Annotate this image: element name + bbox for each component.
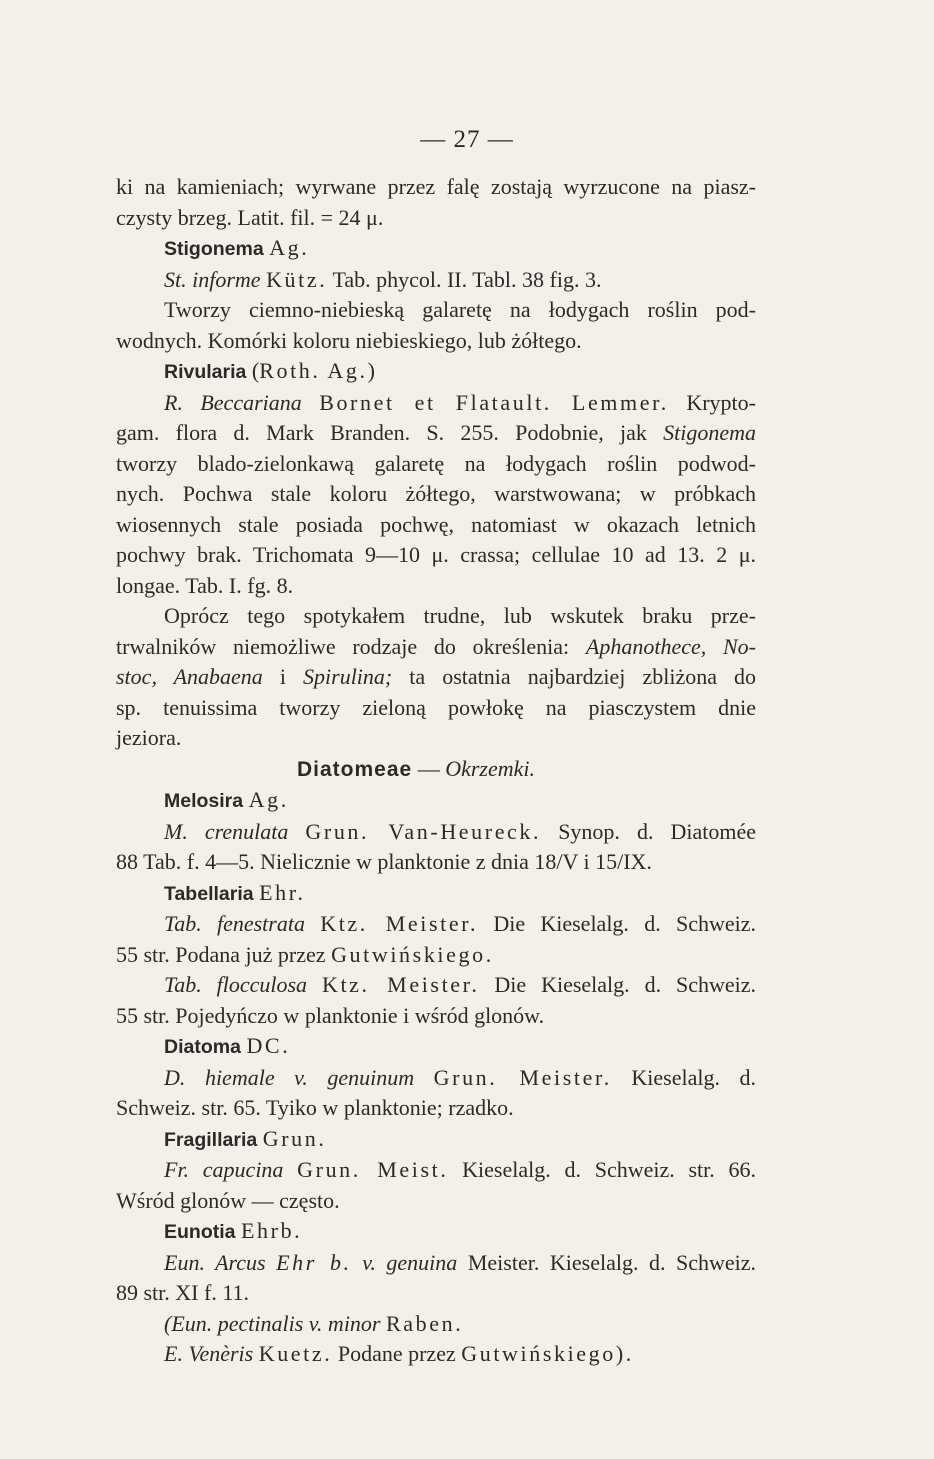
species-line: M. crenulata Grun. Van-Heureck. Synop. d. Diatomée [164,818,757,844]
genus-heading-melosira: Melosira Ag. [164,787,289,812]
text-line: trwalników niemożliwe rodzaje do określenia: Aphanothece, No- [116,633,756,659]
text-line: 88 Tab. f. 4—5. Nielicznie w planktonie z dnia 18/V i 15/IX. [116,849,652,874]
page-body [116,172,756,1370]
text-line: nych. Pochwa stale koloru żółtego, warstwowana; w próbkach [116,481,756,506]
genus-heading-eunotia: Eunotia Ehrb. [164,1218,303,1243]
section-heading-diatomeae: Diatomeae — Okrzemki. [297,755,536,781]
text-line: 55 str. Podana już przez Gutwińskiego. [116,941,494,967]
text-line: pochwy brak. Trichomata 9—10 μ. crassa; cellulae 10 ad 13. 2 μ. [116,542,756,567]
genus-heading-diatoma: Diatoma DC. [164,1033,291,1058]
text-line: Oprócz tego spotykałem trudne, lub wskutek braku prze- [164,603,756,628]
text-line: tworzy blado-zielonkawą galaretę na łodygach roślin podwod- [116,450,756,476]
text-line: Schweiz. str. 65. Tyiko w planktonie; rzadko. [116,1095,514,1120]
text-line: stoc, Anabaena i Spirulina; ta ostatnia najbardziej zbliżona do [116,664,757,689]
text-line: wodnych. Komórki koloru niebieskiego, lub żółtego. [116,327,582,353]
text-line: jeziora. [116,725,182,750]
genus-heading-rivularia: Rivularia (Roth. Ag.) [164,358,375,383]
species-line: Eun. Arcus Ehr b. v. genuina Meister. Kieselalg. d. Schweiz. [164,1249,757,1275]
text-line: Wśród glonów — często. [116,1187,340,1213]
genus-heading-fragillaria: Fragillaria Grun. [164,1125,327,1151]
species-line: R. Beccariana Bornet et Flatault. Lemmer. Krypto- [164,389,756,415]
text-line: sp. tenuissima tworzy zieloną powłokę na piasczystem dnie [116,694,756,720]
species-line: (Eun. pectinalis v. minor Raben. [164,1310,464,1336]
genus-heading-stigonema: Stigonema Ag. [164,235,310,260]
species-line: D. hiemale v. genuinum Grun. Meister. Kieselalg. d. [164,1064,757,1090]
species-line: Tab. fenestrata Ktz. Meister. Die Kieselalg. d. Schweiz. [164,911,756,936]
species-line: Tab. flocculosa Ktz. Meister. Die Kieselalg. d. Schweiz. [164,972,757,997]
text-line: gam. flora d. Mark Branden. S. 255. Podobnie, jak Stigonema [116,420,757,445]
species-line: St. informe Kütz. Tab. phycol. II. Tabl. 38 fig. 3. [164,266,602,292]
species-line: Fr. capucina Grun. Meist. Kieselalg. d. Schweiz. str. 66. [164,1157,756,1182]
text-line: czysty brzeg. Latit. fil. = 24 μ. [116,204,384,230]
text-line: Tworzy ciemno-niebieską galaretę na łodygach roślin pod- [164,297,756,322]
genus-heading-tabellaria: Tabellaria Ehr. [164,879,306,905]
species-line: E. Venèris Kuetz. Podane przez Gutwińskiego). [164,1341,634,1366]
text-line: ki na kamieniach; wyrwane przez falę zostają wyrzucone na piasz- [116,174,756,199]
text-line: 89 str. XI f. 11. [116,1280,250,1305]
text-line: 55 str. Pojedyńczo w planktonie i wśród glonów. [116,1002,545,1028]
page-number: — 27 — [420,126,514,153]
text-line: wiosennych stale posiada pochwę, natomiast w okazach letnich [116,511,756,537]
text-line: longae. Tab. I. fg. 8. [116,572,294,598]
